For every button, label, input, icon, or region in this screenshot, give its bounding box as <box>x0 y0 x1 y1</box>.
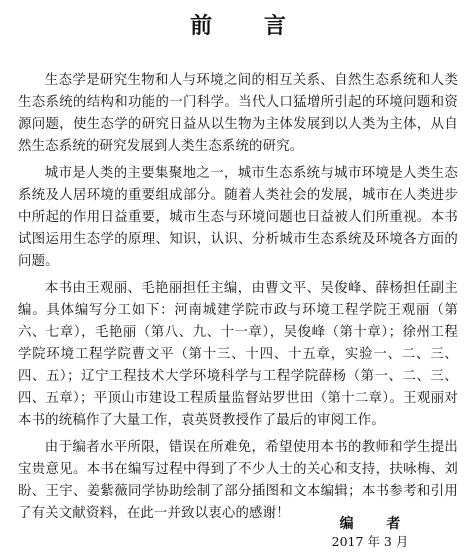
page-title: 前 言 <box>190 14 308 39</box>
paragraph-thanks: 由于编者水平所限，错误在所难免，希望使用本书的教师和学生提出宝贵意见。本书在编写过程中得到了不少人士的关心和支持，扶咏梅、刘盼、王宇、姜紫薇同学协助绘制了部分插图和文本编辑；本书参考和引用了有关文献资料，在此一并致以衷心的感谢！ <box>18 440 458 521</box>
signature-date: 2017 年 3 月 <box>331 534 409 549</box>
preface-body <box>18 70 458 525</box>
signature-author: 编 者 <box>339 516 415 532</box>
signature-block <box>310 515 430 551</box>
paragraph-city: 城市是人类的主要集聚地之一，城市生态系统与城市环境是人类生态系统及人居环境的重要组成部分。随着人类社会的发展，城市在人类进步中所起的作用日益重要，城市生态与环境问题也日益被人们所重视。本书试图运用生态学的原理、知识，认识、分析城市生态系统及环境各方面的问题。 <box>18 166 458 269</box>
paragraph-authors: 本书由王观丽、毛艳丽担任主编，由曹文平、吴俊峰、薛杨担任副主编。具体编写分工如下：河南城建学院市政与环境工程学院王观丽（第六、七章），毛艳丽（第八、九、十一章），吴俊峰（第十章）；徐州工程学院环境工程学院曹文平（第十三、十四、十五章，实验一、二、三、四、五）；辽宁工程技术大学环境科学与工程学院薛杨（第一、二、三、四、五章）；平顶山市建设工程质量监督站罗世田（第十二章）。王观丽对本书的统稿作了大量工作，袁英贤教授作了最后的审阅工作。 <box>18 281 458 428</box>
paragraph-intro: 生态学是研究生物和人与环境之间的相互关系、自然生态系统和人类生态系统的结构和功能的一门科学。当代人口猛增所引起的环境问题和资源问题，使生态学的研究日益从以生物为主体发展到以人类为主体，从自然生态系统的研究发展到人类生态系统的研究。 <box>18 73 458 154</box>
